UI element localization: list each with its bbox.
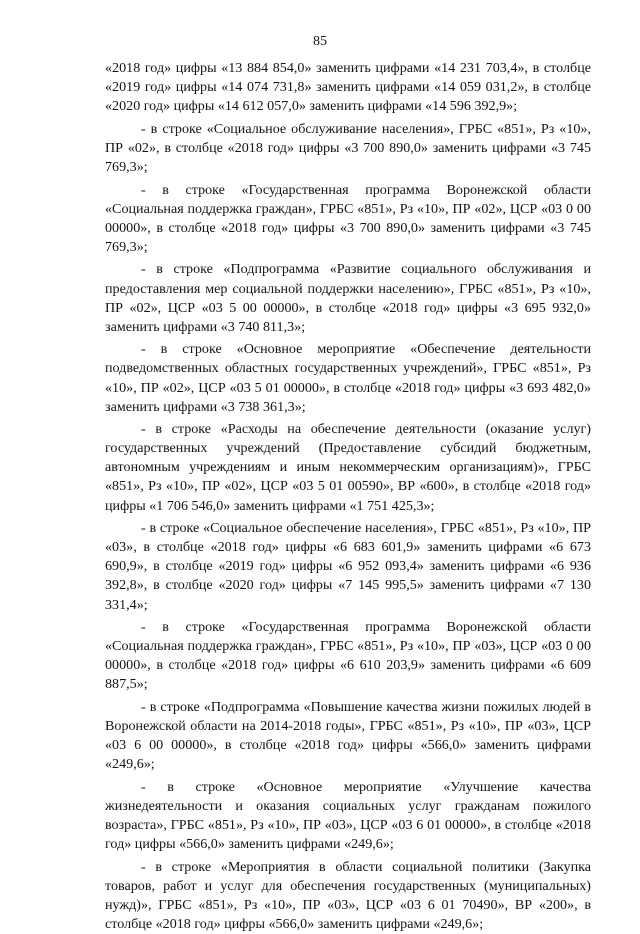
document-body: [105, 59, 591, 934]
paragraph-amendment: - в строке «Социальное обслуживание населения», ГРБС «851», Рз «10», ПР «02», в столбце «2018 год» цифры «3 700 890,0» заменить цифрами «3 745 769,3»;: [105, 120, 591, 175]
paragraph-amendment: - в строке «Подпрограмма «Повышение качества жизни пожилых людей в Воронежской области на 2014-2018 годы», ГРБС «851», Рз «10», ПР «03», ЦСР «03 6 00 00000», в столбце «2018 год» цифры «566,0» заменить цифрами «249,6»;: [105, 699, 591, 773]
paragraph-continuation: «2018 год» цифры «13 884 854,0» заменить цифрами «14 231 703,4», в столбце «2019 год» цифры «14 074 731,8» заменить цифрами «14 059 031,2», в столбце «2020 год» цифры «14 612 057,0» заменить цифрами «14 596 392,9»;: [105, 60, 591, 115]
paragraph-amendment: - в строке «Социальное обеспечение населения», ГРБС «851», Рз «10», ПР «03», в столбце «2018 год» цифры «6 683 601,9» заменить цифрами «6 673 690,9», в столбце «2019 год» цифры «6 952 093,4» заменить цифрами «6 936 392,8», в столбце «2020 год» цифры «7 145 995,5» заменить цифрами «7 130 331,4»;: [105, 520, 591, 613]
paragraph-amendment: - в строке «Подпрограмма «Развитие социального обслуживания и предоставления мер социальной поддержки населению», ГРБС «851», Рз «10», ПР «02», ЦСР «03 5 00 00000», в столбце «2018 год» цифры «3 695 932,0» заменить цифрами «3 740 811,3»;: [105, 261, 591, 335]
paragraph-amendment: - в строке «Государственная программа Воронежской области «Социальная поддержка граждан», ГРБС «851», Рз «10», ПР «03», ЦСР «03 0 00 00000», в столбце «2018 год» цифры «6 610 203,9» заменить цифрами «6 609 887,5»;: [105, 619, 591, 693]
paragraph-amendment: - в строке «Расходы на обеспечение деятельности (оказание услуг) государственных учреждений (Предоставление субсидий бюджетным, автономным учреждениям и иным некоммерческим организациям)», ГРБС «851», Рз «10», ПР «02», ЦСР «03 5 01 00590», ВР «600», в столбце «2018 год» цифры «1 706 546,0» заменить цифрами «1 751 425,3»;: [105, 421, 591, 514]
paragraph-amendment: - в строке «Основное мероприятие «Улучшение качества жизнедеятельности и оказания социальных услуг гражданам пожилого возраста», ГРБС «851», Рз «10», ПР «03», ЦСР «03 6 01 00000», в столбце «2018 год» цифры «566,0» заменить цифрами «249,6»;: [105, 778, 591, 853]
paragraph-amendment: - в строке «Мероприятия в области социальной политики (Закупка товаров, работ и услуг для обеспечения государственных (муниципальных) нужд)», ГРБС «851», Рз «10», ПР «03», ЦСР «03 6 01 70490», ВР «200», в столбце «2018 год» цифры «566,0» заменить цифрами «249,6»;: [105, 858, 591, 933]
paragraph-amendment: - в строке «Государственная программа Воронежской области «Социальная поддержка граждан», ГРБС «851», Рз «10», ПР «02», ЦСР «03 0 00 00000», в столбце «2018 год» цифры «3 700 890,0» заменить цифрами «3 745 769,3»;: [105, 181, 591, 255]
page-number: 85: [313, 34, 327, 49]
paragraph-amendment: - в строке «Основное мероприятие «Обеспечение деятельности подведомственных областных государственных учреждений», ГРБС «851», Рз «10», ПР «02», ЦСР «03 5 01 00000», в столбце «2018 год» цифры «3 693 482,0» заменить цифрами «3 738 361,3»;: [105, 341, 591, 415]
